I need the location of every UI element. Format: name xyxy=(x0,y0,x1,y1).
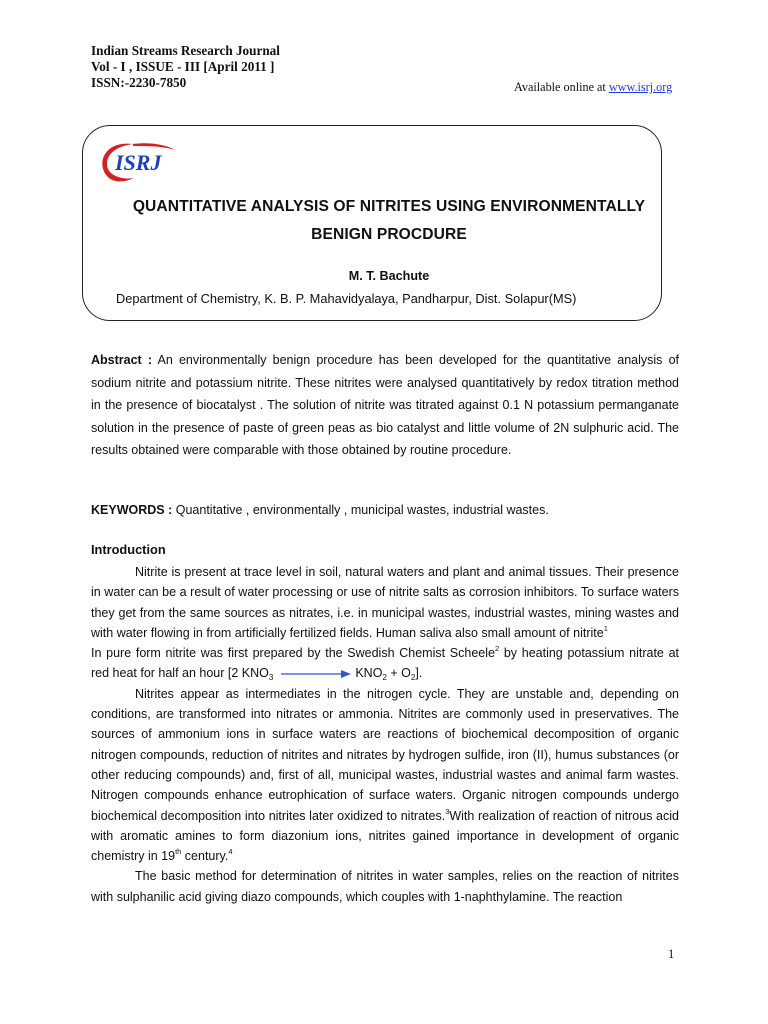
subscript-o2: 2 xyxy=(410,673,416,683)
journal-volume: Vol - I , ISSUE - III [April 2011 ] xyxy=(91,59,275,74)
paper-title-line-1: QUANTITATIVE ANALYSIS OF NITRITES USING ENVIRONMENTALLY xyxy=(132,198,646,215)
intro-p3-text-c: century. xyxy=(181,849,229,864)
logo-text: ISRJ xyxy=(115,150,162,175)
intro-p2-text-a: In pure form nitrite was first prepared by the Swedish Chemist Scheele xyxy=(91,646,495,661)
intro-p3-text-b: With realization of reaction of nitrous acid with aromatic amines to form diazonium ions, nitrites gained importance in development of organic chemistry in 19 xyxy=(91,808,679,864)
author-name: M. T. Bachute xyxy=(348,269,430,283)
intro-p2-text-e: ]. xyxy=(415,666,423,681)
availability-note xyxy=(514,80,672,95)
intro-paragraph-4 xyxy=(91,866,679,907)
introduction-body xyxy=(91,562,679,907)
citation-1: 1 xyxy=(603,623,608,633)
page-number: 1 xyxy=(668,947,675,961)
intro-p2-text-b: by heating potassium nitrate at red heat for half an hour [2 KNO xyxy=(91,646,679,681)
intro-p2-text-c: KNO xyxy=(355,666,383,681)
logo-swoosh-top xyxy=(133,143,175,150)
journal-issn: ISSN:-2230-7850 xyxy=(91,75,187,90)
intro-paragraph-2 xyxy=(91,643,679,684)
intro-p4-text: The basic method for determination of nitrites in water samples, relies on the reaction of nitrites with sulphanilic acid giving diazo compounds, which couples with 1-naphthylamine. The reaction xyxy=(91,869,679,904)
journal-name: Indian Streams Research Journal xyxy=(91,43,280,58)
subscript-kno2: 2 xyxy=(382,673,387,683)
keywords-text: Quantitative , environmentally , municipal wastes, industrial wastes. xyxy=(175,503,549,517)
journal-website-link[interactable]: www.isrj.org xyxy=(608,80,673,94)
availability-prefix: Available online at xyxy=(514,80,609,94)
subscript-kno3: 3 xyxy=(268,673,274,683)
citation-4: 4 xyxy=(228,847,233,857)
intro-paragraph-1 xyxy=(91,562,679,643)
paper-title-line-2: BENIGN PROCDURE xyxy=(311,226,467,243)
citation-2: 2 xyxy=(494,644,500,654)
keywords xyxy=(91,500,679,520)
reaction-arrow-icon xyxy=(281,669,351,679)
keywords-label: KEYWORDS : xyxy=(91,503,173,517)
author-affiliation: Department of Chemistry, K. B. P. Mahavidyalaya, Pandharpur, Dist. Solapur(MS) xyxy=(116,291,577,306)
journal-header xyxy=(91,43,280,91)
isrj-logo xyxy=(93,136,179,186)
intro-p3-text-a: Nitrites appear as intermediates in the nitrogen cycle. They are unstable and, depending on conditions, are transformed into nitrates or ammonia. Nitrites are commonly used in preservatives. The sources of ammonium ions in surface waters are reactions of biochemical decomposition of organic nitrogen compounds, reduction of nitrites and nitrates by hydrogen sulfide, iron (II), humus substances (or other reducing compounds) and, first of all, municipal wastes, industrial wastes and animal farm wastes. Nitrogen compounds enhance eutrophication of surface waters. Organic nitrogen compounds undergo biochemical decomposition into nitrites later oxidized to nitrates. xyxy=(91,686,679,823)
citation-3: 3 xyxy=(445,806,450,816)
intro-p1-text: Nitrite is present at trace level in soil, natural waters and plant and animal tissues. Their presence in water can be a result of water processing or use of nitrite salts as corrosion inhibitors. To surface waters they get from the same sources as nitrates, i.e. in municipal wastes, industrial wastes, mining wastes and with water flowing in from artificially fertilized fields. Human saliva also small amount of nitrite xyxy=(91,565,679,640)
abstract xyxy=(91,349,679,462)
paper-title xyxy=(82,193,696,249)
section-heading-introduction: Introduction xyxy=(91,542,166,557)
superscript-th: th xyxy=(175,847,182,857)
intro-p2-text-d: + O xyxy=(386,666,411,681)
intro-paragraph-3 xyxy=(91,684,679,867)
abstract-text: An environmentally benign procedure has been developed for the quantitative analysis of sodium nitrite and potassium nitrite. These nitrites were analysed quantitatively by redox titration method in the presence of biocatalyst . The solution of nitrite was titrated against 0.1 N potassium permanganate solution in the presence of paste of green peas as bio catalyst and little volume of 2N sulphuric acid. The results obtained were comparable with those obtained by routine procedure. xyxy=(91,353,679,457)
abstract-label: Abstract : xyxy=(91,353,153,367)
